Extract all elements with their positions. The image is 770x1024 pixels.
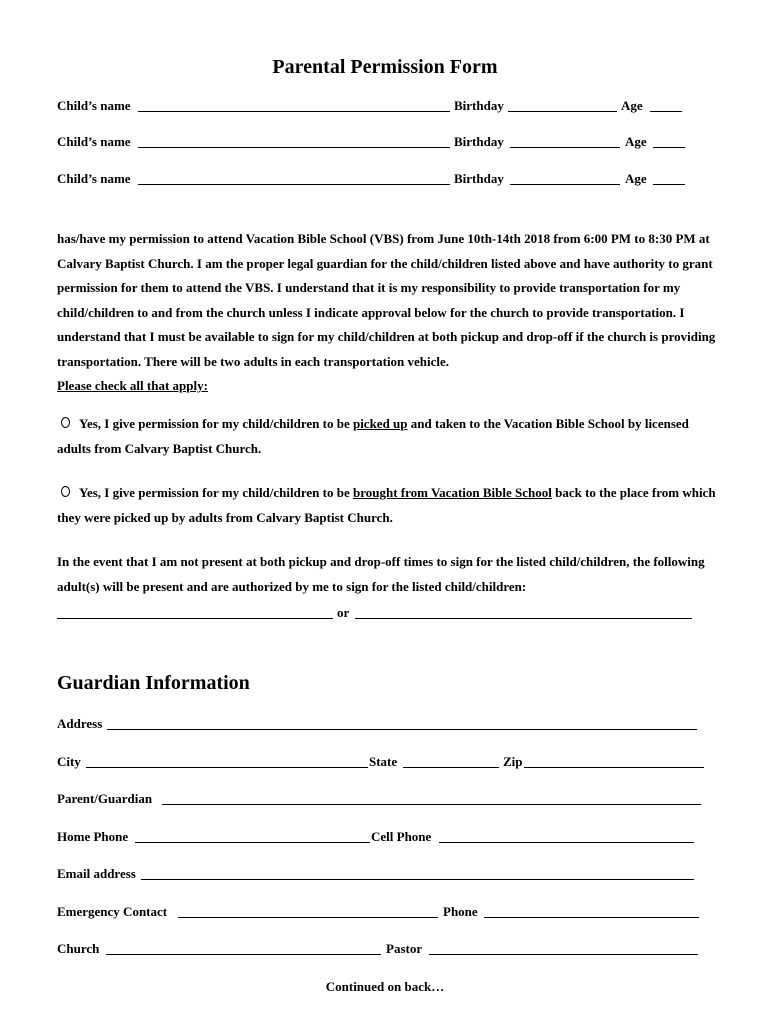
parent-guardian-label: Parent/Guardian (57, 791, 153, 806)
age-field-1[interactable] (650, 111, 682, 112)
home-phone-field[interactable] (135, 842, 370, 843)
age-field-2[interactable] (653, 147, 685, 148)
page-title: Parental Permission Form (272, 56, 498, 78)
birthday-label: Birthday (454, 98, 504, 113)
guardian-heading: Guardian Information (57, 672, 250, 694)
birthday-label: Birthday (454, 171, 504, 186)
church-label: Church (57, 941, 100, 956)
birthday-label: Birthday (454, 134, 504, 149)
state-label: State (369, 754, 398, 769)
age-label: Age (625, 171, 647, 186)
city-field[interactable] (86, 767, 368, 768)
pastor-label: Pastor (386, 941, 423, 956)
emergency-contact-label: Emergency Contact (57, 904, 168, 919)
authorized-adult-field-2[interactable] (355, 618, 692, 619)
childs-name-label: Child’s name (57, 98, 131, 113)
email-field[interactable] (141, 879, 694, 880)
parent-guardian-field[interactable] (162, 804, 701, 805)
pickup-option-pre: Yes, I give permission for my child/children to be (79, 416, 353, 431)
pickup-option-text (57, 412, 717, 461)
zip-field[interactable] (524, 767, 704, 768)
childs-name-label: Child’s name (57, 171, 131, 186)
church-field[interactable] (106, 954, 381, 955)
emergency-contact-field[interactable] (178, 917, 438, 918)
dropoff-option-underlined: brought from Vacation Bible School (352, 485, 552, 500)
dropoff-option-text (57, 481, 727, 530)
pickup-option-underlined: picked up (352, 416, 408, 431)
cell-phone-field[interactable] (439, 842, 694, 843)
age-label: Age (625, 134, 647, 149)
emergency-phone-field[interactable] (484, 917, 699, 918)
authorized-adult-field-1[interactable] (57, 618, 333, 619)
childs-name-label: Child’s name (57, 134, 131, 149)
dropoff-option-post: back to the place from which they were picked up by adults from Calvary Baptist Church. (57, 485, 716, 525)
home-phone-label: Home Phone (57, 829, 129, 844)
phone-label: Phone (443, 904, 478, 919)
continued-footer: Continued on back… (325, 979, 445, 994)
address-field[interactable] (107, 729, 697, 730)
authorized-paragraph (57, 550, 722, 599)
email-label: Email address (57, 866, 136, 881)
or-label: or (337, 605, 350, 620)
birthday-field-1[interactable] (508, 111, 617, 112)
city-label: City (57, 754, 81, 769)
birthday-field-3[interactable] (510, 184, 620, 185)
childs-name-field-3[interactable] (138, 184, 450, 185)
childs-name-field-1[interactable] (138, 111, 450, 112)
age-field-3[interactable] (653, 184, 685, 185)
age-label: Age (621, 98, 643, 113)
address-label: Address (57, 716, 103, 731)
cell-phone-label: Cell Phone (371, 829, 432, 844)
childs-name-field-2[interactable] (138, 147, 450, 148)
dropoff-option-pre: Yes, I give permission for my child/children to be (79, 485, 353, 500)
birthday-field-2[interactable] (510, 147, 620, 148)
state-field[interactable] (403, 767, 499, 768)
check-all-instruction: Please check all that apply: (57, 378, 208, 393)
pastor-field[interactable] (429, 954, 698, 955)
pickup-option-post: and taken to the Vacation Bible School by licensed adults from Calvary Baptist Church. (57, 416, 689, 456)
authorized-text: In the event that I am not present at both pickup and drop-off times to sign for the listed child/children, the following adult(s) will be present and are authorized by me to sign for the listed child/children: (57, 554, 705, 594)
zip-label: Zip (503, 754, 523, 769)
permission-text: has/have my permission to attend Vacation Bible School (VBS) from June 10th-14th 2018 from 6:00 PM to 8:30 PM at Calvary Baptist Church. I am the proper legal guardian for the child/children listed above and have authority to grant permission for them to attend the VBS. I understand that it is my responsibility to provide transportation for my child/children to and from the church unless I indicate approval below for the church to provide transportation. I understand that I must be available to sign for my child/children at both pickup and drop-off if the church is providing transportation. There will be two adults in each transportation vehicle. (57, 231, 716, 369)
permission-paragraph (57, 227, 717, 399)
